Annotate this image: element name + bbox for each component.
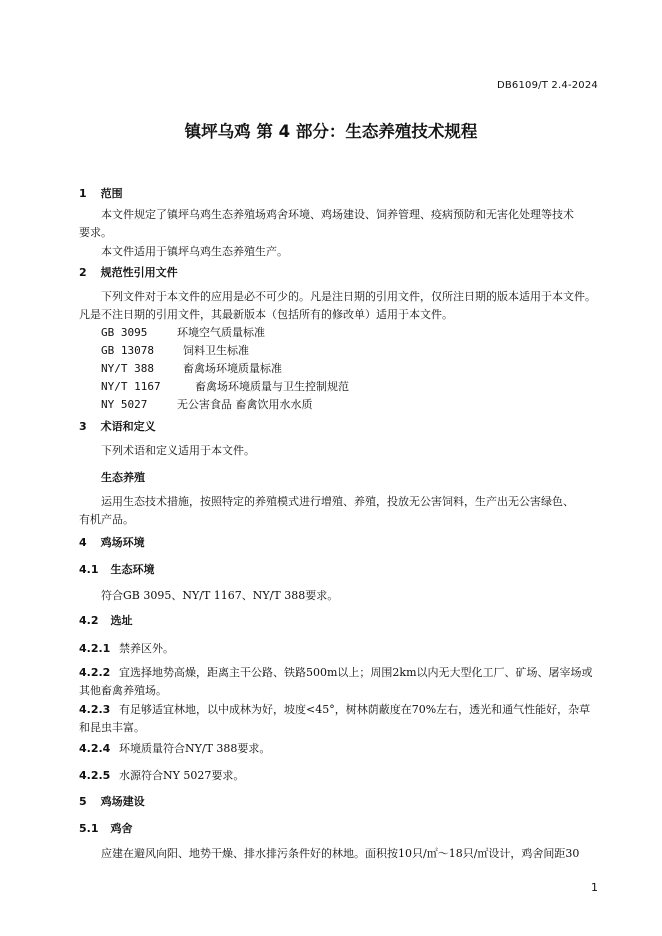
reference-code: GB 13078: [101, 344, 154, 357]
section-5-heading: [79, 793, 145, 809]
section-2-heading: [79, 264, 178, 280]
clause-continuation: 和昆虫丰富。: [79, 721, 145, 734]
reference-code: NY/T 1167: [101, 380, 161, 393]
clause-number: 4.2.3: [79, 703, 111, 716]
document-code: DB6109/T 2.4-2024: [496, 80, 598, 91]
reference-name: 环境空气质量标准: [177, 326, 265, 339]
paragraph-line: 有机产品。: [79, 513, 134, 526]
section-number: 4: [79, 536, 87, 549]
clause-4-2-1: [79, 640, 174, 656]
section-title: 鸡舍: [110, 822, 133, 835]
section-title: 鸡场环境: [100, 536, 145, 549]
reference-name: 饲料卫生标准: [183, 344, 249, 357]
clause-4-2-5: [79, 767, 244, 783]
section-title: 术语和定义: [100, 420, 156, 433]
paragraph-line: 应建在避风向阳、地势干燥、排水排污条件好的林地。面积按10只/㎡～18只/㎡设计，鸡舍间距30: [101, 847, 580, 860]
paragraph-line: 要求。: [79, 226, 112, 239]
section-title: 规范性引用文件: [100, 266, 178, 279]
paragraph: 符合GB 3095、NY/T 1167、NY/T 388要求。: [101, 589, 339, 602]
clause-number: 4.2.2: [79, 666, 111, 679]
clause-number: 4.2.5: [79, 769, 111, 782]
reference-item: [101, 378, 349, 394]
reference-name: 无公害食品 畜禽饮用水水质: [177, 398, 313, 411]
subsection-4-1-heading: [79, 561, 155, 577]
section-title: 范围: [100, 187, 123, 200]
clause-4-2-2: [79, 664, 593, 680]
term-heading: 生态养殖: [101, 471, 145, 484]
section-number: 4.2: [79, 614, 99, 627]
clause-text: 环境质量符合NY/T 388要求。: [119, 742, 271, 755]
reference-code: NY/T 388: [101, 362, 154, 375]
reference-item: [101, 324, 265, 340]
clause-4-2-3: [79, 701, 590, 717]
clause-number: 4.2.4: [79, 742, 111, 755]
reference-item: [101, 360, 282, 376]
reference-name: 畜禽场环境质量标准: [183, 362, 282, 375]
paragraph: 本文件适用于镇坪乌鸡生态养殖生产。: [101, 245, 288, 258]
section-number: 4.1: [79, 563, 99, 576]
clause-text: 禁养区外。: [119, 642, 174, 655]
section-number: 1: [79, 187, 87, 200]
clause-text: 有足够适宜林地，以中成林为好，坡度<45°，树林荫蔽度在70%左右，透光和通气性能好，杂草: [119, 703, 591, 716]
section-title: 选址: [110, 614, 133, 627]
reference-name: 畜禽场环境质量与卫生控制规范: [195, 380, 349, 393]
section-title: 生态环境: [110, 563, 155, 576]
section-4-heading: [79, 534, 145, 550]
section-title: 鸡场建设: [100, 795, 145, 808]
reference-item: [101, 396, 313, 412]
section-number: 5.1: [79, 822, 99, 835]
page-number: 1: [591, 881, 598, 894]
page-title: 镇坪乌鸡 第 4 部分：生态养殖技术规程: [184, 122, 478, 141]
paragraph: 下列术语和定义适用于本文件。: [101, 444, 255, 457]
section-number: 3: [79, 420, 87, 433]
paragraph-line: 本文件规定了镇坪乌鸡生态养殖场鸡舍环境、鸡场建设、饲养管理、疫病预防和无害化处理等技术: [101, 208, 574, 221]
clause-continuation: 其他畜禽养殖场。: [79, 684, 167, 697]
subsection-4-2-heading: [79, 612, 133, 628]
clause-number: 4.2.1: [79, 642, 111, 655]
clause-text: 宜选择地势高燥，距离主干公路、铁路500m以上；周围2km以内无大型化工厂、矿场、屠宰场或: [119, 666, 593, 679]
paragraph-line: 下列文件对于本文件的应用是必不可少的。凡是注日期的引用文件，仅所注日期的版本适用于本文件。: [101, 290, 596, 303]
section-3-heading: [79, 418, 156, 434]
clause-4-2-4: [79, 740, 270, 756]
reference-code: NY 5027: [101, 398, 148, 411]
paragraph-line: 运用生态技术措施，按照特定的养殖模式进行增殖、养殖，投放无公害饲料，生产出无公害绿色、: [101, 495, 574, 508]
paragraph-line: 凡是不注日期的引用文件，其最新版本（包括所有的修改单）适用于本文件。: [79, 308, 453, 321]
section-number: 2: [79, 266, 87, 279]
clause-text: 水源符合NY 5027要求。: [119, 769, 245, 782]
reference-code: GB 3095: [101, 326, 148, 339]
section-1-heading: [79, 185, 123, 201]
reference-item: [101, 342, 249, 358]
subsection-5-1-heading: [79, 820, 133, 836]
section-number: 5: [79, 795, 87, 808]
